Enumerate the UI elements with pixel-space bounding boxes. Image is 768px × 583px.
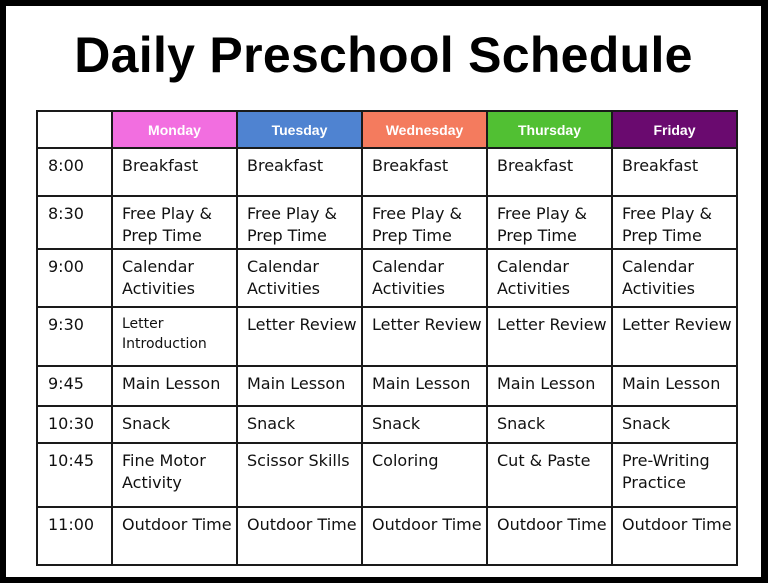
- time-cell: 10:45: [37, 443, 112, 507]
- activity-cell: Free Play & Prep Time: [237, 196, 362, 249]
- activity-cell: Scissor Skills: [237, 443, 362, 507]
- activity-cell: Cut & Paste: [487, 443, 612, 507]
- activity-cell: Main Lesson: [612, 366, 737, 406]
- header-row: [37, 111, 737, 148]
- activity-cell: Calendar Activities: [112, 249, 237, 307]
- time-cell: 9:00: [37, 249, 112, 307]
- day-header-tuesday: Tuesday: [237, 111, 362, 148]
- schedule-document: [6, 6, 761, 577]
- activity-cell: Outdoor Time: [112, 507, 237, 565]
- activity-cell: Breakfast: [112, 148, 237, 196]
- table-row: [37, 507, 737, 565]
- activity-cell: Calendar Activities: [362, 249, 487, 307]
- table-row: [37, 307, 737, 366]
- time-cell: 9:30: [37, 307, 112, 366]
- activity-cell: Main Lesson: [237, 366, 362, 406]
- activity-cell: Breakfast: [362, 148, 487, 196]
- activity-cell: Letter Review: [612, 307, 737, 366]
- activity-cell: Fine Motor Activity: [112, 443, 237, 507]
- time-cell: 9:45: [37, 366, 112, 406]
- day-header-friday: Friday: [612, 111, 737, 148]
- activity-cell: Free Play & Prep Time: [487, 196, 612, 249]
- activity-cell: Letter Review: [362, 307, 487, 366]
- table-row: [37, 249, 737, 307]
- activity-cell: Snack: [612, 406, 737, 443]
- activity-cell: Calendar Activities: [612, 249, 737, 307]
- day-header-monday: Monday: [112, 111, 237, 148]
- activity-cell: Snack: [362, 406, 487, 443]
- table-row: [37, 406, 737, 443]
- activity-cell: Outdoor Time: [237, 507, 362, 565]
- activity-cell: Letter Review: [487, 307, 612, 366]
- activity-cell: Letter Review: [237, 307, 362, 366]
- schedule-table: [36, 110, 738, 566]
- time-column-header: Time: [37, 111, 112, 148]
- activity-cell: Snack: [112, 406, 237, 443]
- table-row: [37, 196, 737, 249]
- activity-cell: Calendar Activities: [237, 249, 362, 307]
- day-header-wednesday: Wednesday: [362, 111, 487, 148]
- table-row: [37, 366, 737, 406]
- activity-cell: Outdoor Time: [362, 507, 487, 565]
- time-cell: 8:00: [37, 148, 112, 196]
- activity-cell: Main Lesson: [362, 366, 487, 406]
- time-cell: 10:30: [37, 406, 112, 443]
- table-row: [37, 148, 737, 196]
- schedule-body: [37, 148, 737, 565]
- activity-cell: Letter Introduction: [112, 307, 237, 366]
- activity-cell: Main Lesson: [112, 366, 237, 406]
- activity-cell: Free Play & Prep Time: [362, 196, 487, 249]
- activity-cell: Breakfast: [237, 148, 362, 196]
- activity-cell: Free Play & Prep Time: [112, 196, 237, 249]
- activity-cell: Calendar Activities: [487, 249, 612, 307]
- activity-cell: Breakfast: [487, 148, 612, 196]
- time-cell: 8:30: [37, 196, 112, 249]
- activity-cell: Coloring: [362, 443, 487, 507]
- activity-cell: Snack: [237, 406, 362, 443]
- day-header-thursday: Thursday: [487, 111, 612, 148]
- activity-cell: Free Play & Prep Time: [612, 196, 737, 249]
- activity-cell: Snack: [487, 406, 612, 443]
- activity-cell: Pre-Writing Practice: [612, 443, 737, 507]
- activity-cell: Outdoor Time: [487, 507, 612, 565]
- page-title: Daily Preschool Schedule: [74, 27, 693, 83]
- table-row: [37, 443, 737, 507]
- time-cell: 11:00: [37, 507, 112, 565]
- activity-cell: Breakfast: [612, 148, 737, 196]
- activity-cell: Outdoor Time: [612, 507, 737, 565]
- activity-cell: Main Lesson: [487, 366, 612, 406]
